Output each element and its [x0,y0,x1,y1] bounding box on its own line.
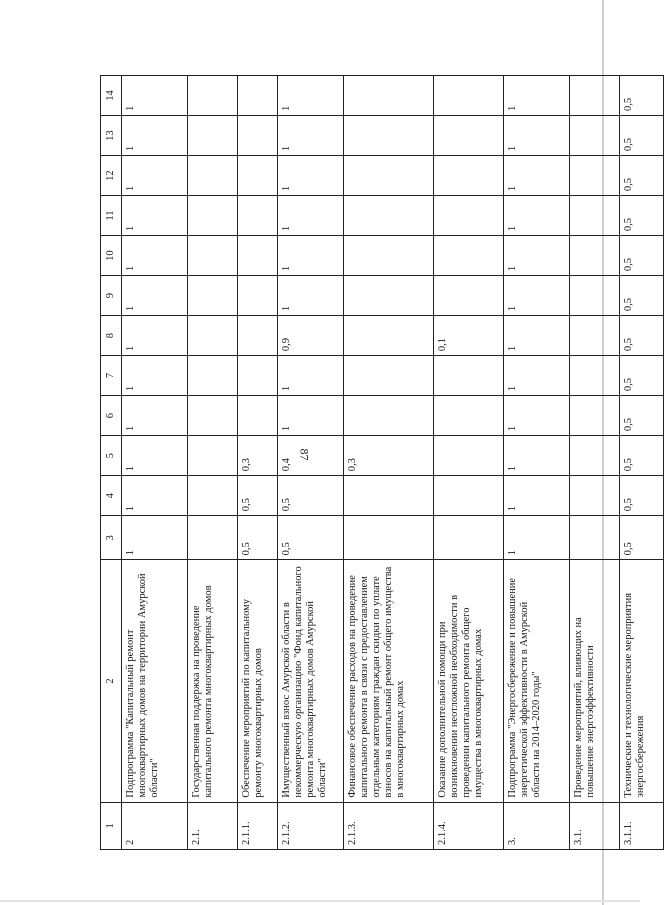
value-cell [344,476,434,516]
value-cell [238,356,278,396]
value-cell [238,316,278,356]
value-cell [238,276,278,316]
value-cell [188,356,238,396]
table-row [344,76,434,850]
row-number-cell: 2.1.4. [434,802,504,849]
value-cell [238,236,278,276]
value-cell [434,116,504,156]
header-cell: 8 [101,316,122,356]
value-cell [570,156,620,196]
value-cell [434,476,504,516]
row-number-cell: 2.1.3. [344,802,434,849]
header-cell: 12 [101,156,122,196]
value-cell [434,76,504,116]
value-cell [434,276,504,316]
header-row [101,76,122,850]
value-cell [238,156,278,196]
value-cell: 0,5 [620,76,664,116]
value-cell: 0,5 [620,156,664,196]
value-cell [238,196,278,236]
value-cell: 1 [122,76,188,116]
value-cell: 0,5 [620,516,664,560]
value-cell: 1 [504,156,570,196]
value-cell: 1 [122,356,188,396]
value-cell: 1 [122,276,188,316]
value-cell [434,156,504,196]
header-cell: 2 [101,560,122,802]
header-cell: 11 [101,196,122,236]
value-cell: 1 [504,236,570,276]
value-cell [570,76,620,116]
value-cell: 0,5 [620,276,664,316]
table-row [434,76,504,850]
value-cell: 1 [278,276,344,316]
value-cell: 1 [504,396,570,436]
value-cell: 1 [278,236,344,276]
header-cell: 3 [101,516,122,560]
value-cell [344,276,434,316]
value-cell [188,516,238,560]
value-cell [570,316,620,356]
header-cell: 4 [101,476,122,516]
value-cell: 1 [278,116,344,156]
value-cell: 1 [122,516,188,560]
row-title-cell: Технические и технологические мероприятия энергосбережения [620,560,664,802]
value-cell: 1 [278,396,344,436]
value-cell: 1 [122,196,188,236]
value-cell [188,76,238,116]
value-cell: 0,5 [620,476,664,516]
row-number-cell: 3.1. [570,802,620,849]
table-row [188,76,238,850]
value-cell [344,316,434,356]
value-cell: 1 [278,356,344,396]
row-number-cell: 2.1. [188,802,238,849]
value-cell: 0,5 [620,436,664,476]
page-number: 87 [297,448,312,461]
table-row [278,76,344,850]
value-cell: 1 [504,516,570,560]
value-cell [344,76,434,116]
value-cell: 1 [504,116,570,156]
value-cell [188,236,238,276]
value-cell: 1 [122,236,188,276]
header-cell: 5 [101,436,122,476]
value-cell [434,196,504,236]
table-body [101,76,664,850]
header-cell: 10 [101,236,122,276]
value-cell [570,356,620,396]
value-cell: 1 [278,76,344,116]
value-cell [434,236,504,276]
row-title-cell: Подпрограмма "Энергосбережение и повышение энергетической эффективности в Амурской области на 2014–2020 годы" [504,560,570,802]
value-cell: 1 [504,436,570,476]
value-cell: 0,5 [238,516,278,560]
row-title-cell: Обеспечение мероприятий по капитальному ремонту многоквартирных домов [238,560,278,802]
value-cell [570,116,620,156]
value-cell: 1 [278,196,344,236]
value-cell [570,516,620,560]
row-title-cell: Проведение мероприятий, влияющих на повышение энергоэффективности [570,560,620,802]
value-cell: 0,5 [620,356,664,396]
row-title-cell: Государственная поддержка на проведение капитального ремонта многоквартирных домов [188,560,238,802]
value-cell: 1 [122,316,188,356]
scan-edge-bottom [0,900,640,902]
value-cell [344,356,434,396]
table-row [570,76,620,850]
value-cell [188,396,238,436]
value-cell [570,396,620,436]
value-cell [344,236,434,276]
value-cell [570,236,620,276]
value-cell: 1 [504,76,570,116]
value-cell: 1 [504,356,570,396]
header-cell: 1 [101,802,122,849]
table-row [238,76,278,850]
value-cell: 0,5 [620,236,664,276]
row-number-cell: 3. [504,802,570,849]
row-title-cell: Имущественный взнос Амурской области в некоммерческую организацию "Фонд капитального ремонта многоквартирных домов Амурской области" [278,560,344,802]
value-cell: 1 [504,276,570,316]
value-cell [344,516,434,560]
value-cell: 1 [504,316,570,356]
header-cell: 14 [101,76,122,116]
value-cell [188,436,238,476]
table-row [620,76,664,850]
value-cell [344,156,434,196]
value-cell: 0,5 [620,196,664,236]
header-cell: 6 [101,396,122,436]
value-cell [238,76,278,116]
row-number-cell: 3.1.1. [620,802,664,849]
value-cell: 0,4 [278,436,344,476]
header-cell: 13 [101,116,122,156]
row-number-cell: 2.1.2. [278,802,344,849]
header-cell: 9 [101,276,122,316]
row-title-cell: Подпрограмма "Капитальный ремонт многоквартирных домов на территории Амурской области" [122,560,188,802]
value-cell [570,276,620,316]
value-cell: 1 [122,396,188,436]
row-title-cell: Оказание дополнительной помощи при возникновении неотложной необходимости в проведении капитального ремонта общего имущества в многоквартирных домах [434,560,504,802]
rotated-table-container [100,75,646,850]
value-cell [434,436,504,476]
value-cell: 0,1 [434,316,504,356]
value-cell [188,276,238,316]
value-cell [570,436,620,476]
indicator-table [100,75,664,850]
value-cell [570,196,620,236]
value-cell: 1 [122,156,188,196]
row-number-cell: 2.1.1. [238,802,278,849]
table-row [122,76,188,850]
value-cell: 1 [122,436,188,476]
value-cell [188,476,238,516]
value-cell [344,116,434,156]
row-title-cell: Финансовое обеспечение расходов на проведение капитального ремонта в связи с предоставлением отдельным категориям граждан скидки по уплате взносов на капитальный ремонт общего имущества в многоквартирных домах [344,560,434,802]
value-cell [570,476,620,516]
value-cell [188,116,238,156]
value-cell: 0,3 [238,436,278,476]
value-cell [188,156,238,196]
value-cell [344,196,434,236]
value-cell: 1 [278,156,344,196]
value-cell: 0,5 [238,476,278,516]
value-cell: 1 [504,196,570,236]
value-cell [434,516,504,560]
value-cell [188,196,238,236]
value-cell: 0,3 [344,436,434,476]
header-cell: 7 [101,356,122,396]
value-cell [188,316,238,356]
value-cell [238,116,278,156]
value-cell: 0,5 [620,396,664,436]
value-cell: 0,5 [620,316,664,356]
value-cell: 1 [504,476,570,516]
value-cell: 0,5 [278,516,344,560]
value-cell: 1 [122,116,188,156]
value-cell [344,396,434,436]
value-cell [434,396,504,436]
value-cell [238,396,278,436]
row-number-cell: 2 [122,802,188,849]
table-row [504,76,570,850]
value-cell [434,356,504,396]
value-cell: 1 [122,476,188,516]
value-cell: 0,5 [278,476,344,516]
value-cell: 0,5 [620,116,664,156]
value-cell: 0,9 [278,316,344,356]
